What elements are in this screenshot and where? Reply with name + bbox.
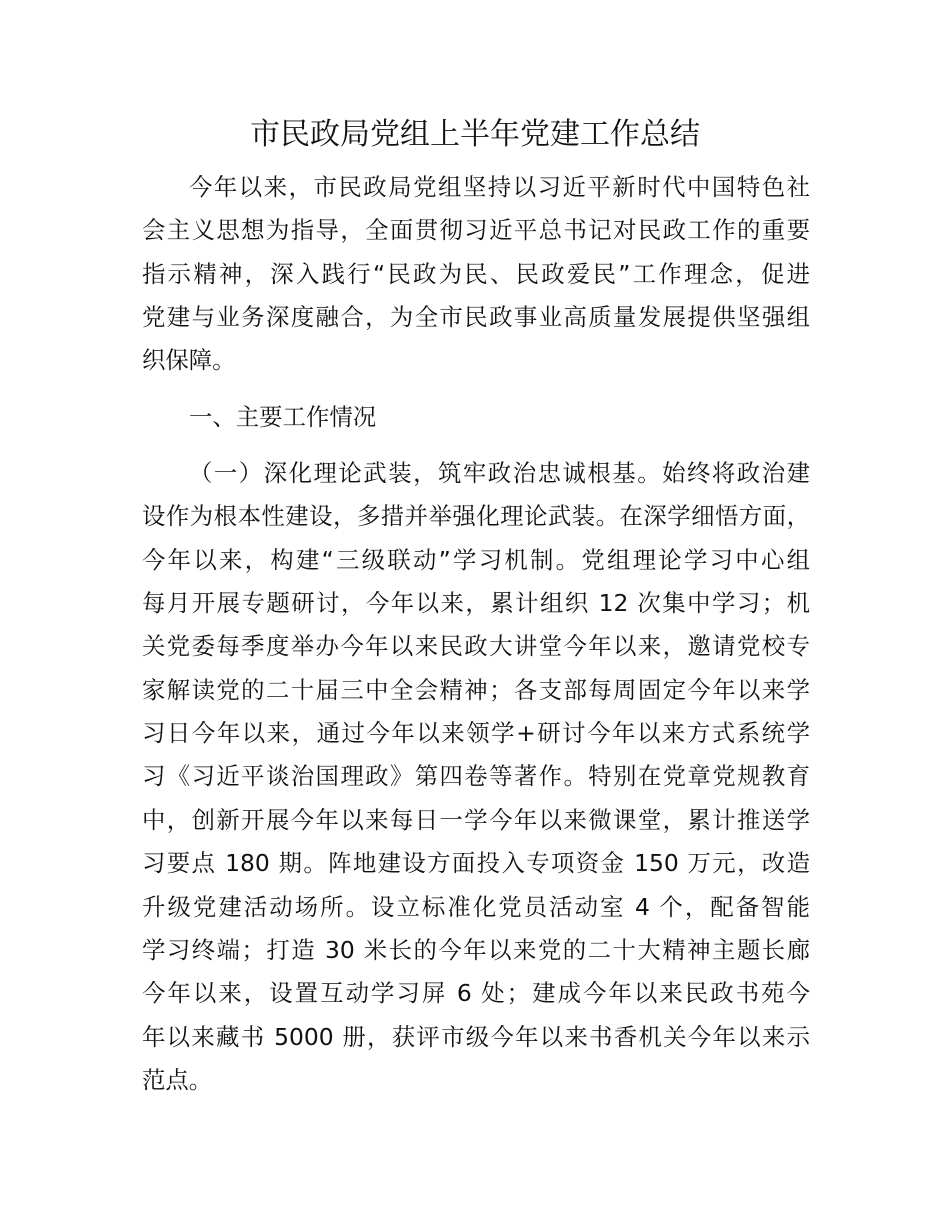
paragraph-line: 中，创新开展今年以来每日一学今年以来微课堂，累计推送学 bbox=[142, 805, 810, 834]
paragraph-line: 今年以来，设置互动学习屏 6 处；建成今年以来民政书苑今 bbox=[142, 979, 810, 1008]
paragraph-line: 年以来藏书 5000 册，获评市级今年以来书香机关今年以来示 bbox=[142, 1022, 810, 1051]
intro-paragraph bbox=[142, 166, 810, 383]
paragraph-line: 习日今年以来，通过今年以来领学+研讨今年以来方式系统学 bbox=[142, 719, 810, 748]
paragraph-line: 今年以来，构建“三级联动”学习机制。党组理论学习中心组 bbox=[142, 545, 810, 574]
paragraph-line: 今年以来，市民政局党组坚持以习近平新时代中国特色社 bbox=[189, 173, 810, 201]
document-title: 市民政局党组上半年党建工作总结 bbox=[250, 117, 700, 152]
paragraph-line: 织保障。 bbox=[142, 346, 236, 375]
section1-paragraph bbox=[142, 452, 810, 1102]
paragraph-line: 指示精神，深入践行“民政为民、民政爱民”工作理念，促进 bbox=[142, 259, 810, 288]
section-heading: 一、主要工作情况 bbox=[189, 402, 377, 431]
paragraph-line: （一）深化理论武装，筑牢政治忠诚根基。始终将政治建 bbox=[189, 459, 810, 488]
paragraph-line: 习《习近平谈治国理政》第四卷等著作。特别在党章党规教育 bbox=[142, 762, 810, 791]
paragraph-line: 设作为根本性建设，多措并举强化理论武装。在深学细悟方面， bbox=[142, 502, 810, 531]
paragraph-line: 范点。 bbox=[142, 1065, 213, 1094]
paragraph-line: 家解读党的二十届三中全会精神；各支部每周固定今年以来学 bbox=[142, 675, 810, 704]
paragraph-line: 关党委每季度举办今年以来民政大讲堂今年以来，邀请党校专 bbox=[142, 632, 810, 661]
paragraph-line: 升级党建活动场所。设立标准化党员活动室 4 个，配备智能 bbox=[142, 892, 810, 921]
paragraph-line: 每月开展专题研讨，今年以来，累计组织 12 次集中学习；机 bbox=[142, 589, 810, 618]
paragraph-line: 党建与业务深度融合，为全市民政事业高质量发展提供坚强组 bbox=[142, 303, 810, 332]
paragraph-line: 习要点 180 期。阵地建设方面投入专项资金 150 万元，改造 bbox=[142, 849, 810, 878]
paragraph-line: 会主义思想为指导，全面贯彻习近平总书记对民政工作的重要 bbox=[142, 216, 810, 245]
paragraph-line: 学习终端；打造 30 米长的今年以来党的二十大精神主题长廊 bbox=[142, 935, 810, 964]
document-body bbox=[142, 166, 810, 1102]
